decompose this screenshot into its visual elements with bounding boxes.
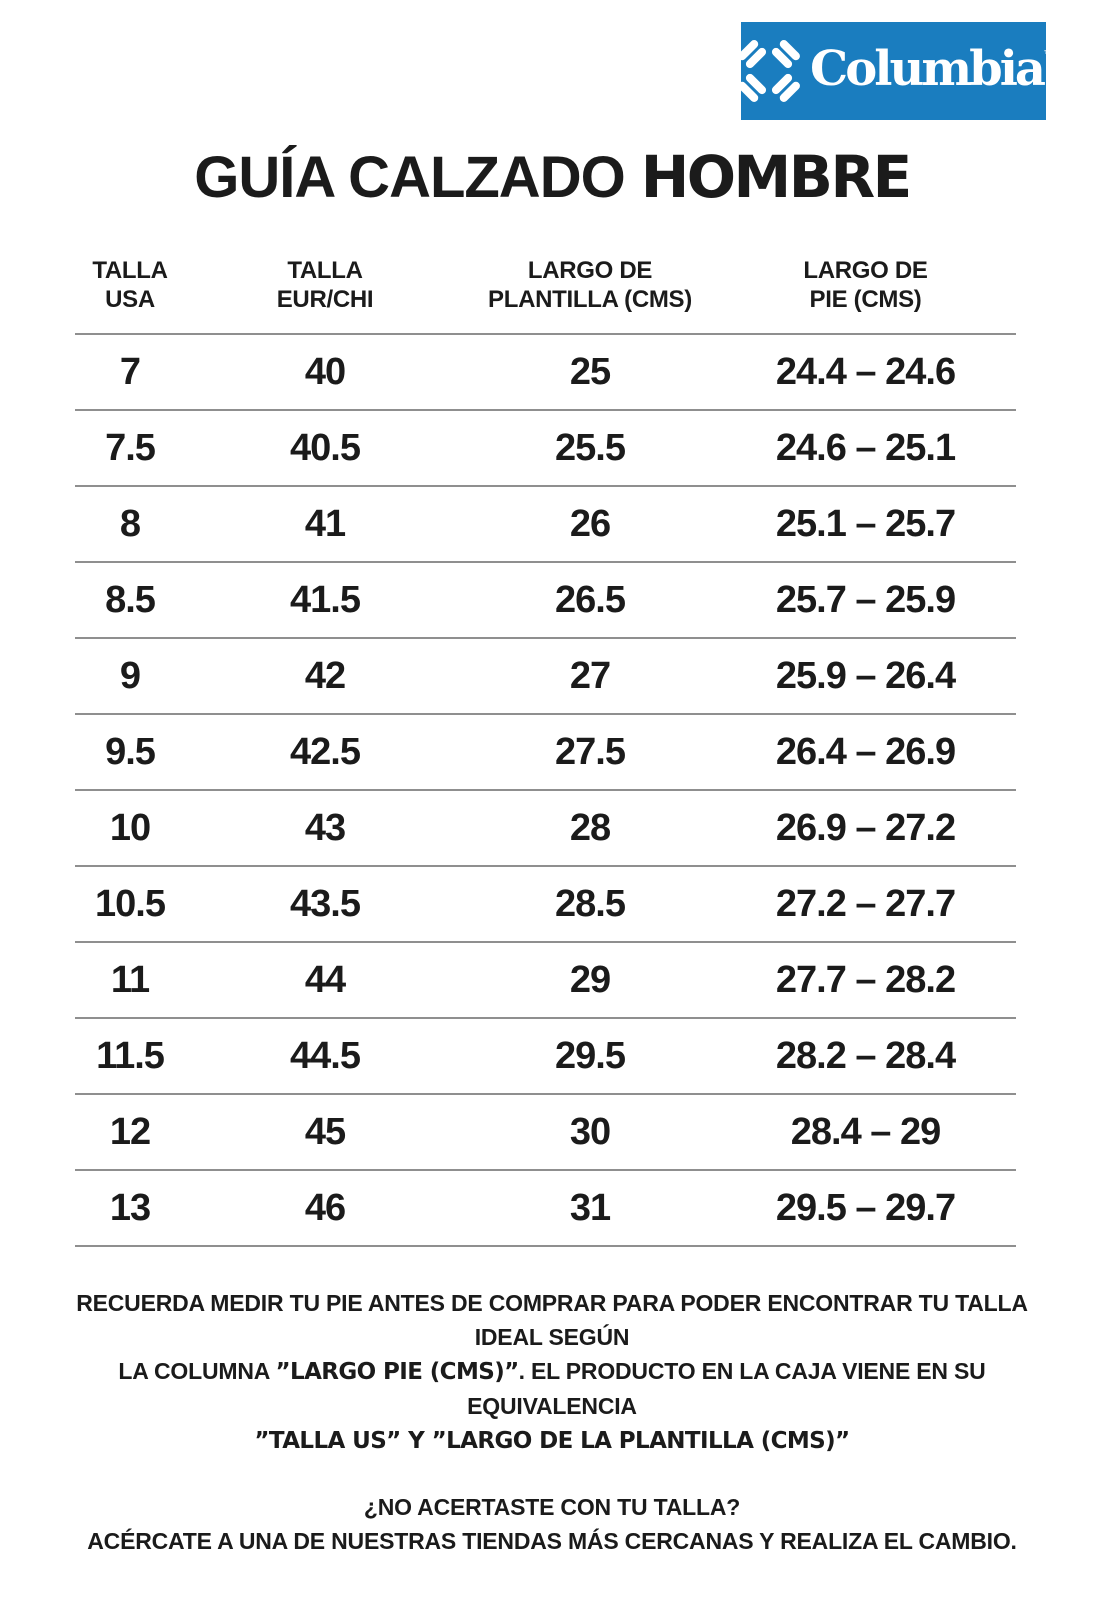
table-cell: 41 [304,502,346,545]
table-row [75,1095,1016,1171]
table-cell: 27.7 – 28.2 [775,958,956,1001]
table-row [75,943,1016,1019]
table-cell: 44.5 [290,1034,360,1077]
note-text: RECUERDA MEDIR TU PIE ANTES DE COMPRAR PARA PODER ENCONTRAR TU TALLA IDEAL SEGÚN [76,1290,1028,1350]
table-row [75,639,1016,715]
table-cell: 11 [110,958,150,1001]
table-cell: 13 [109,1186,151,1229]
table-cell: 8.5 [105,578,155,621]
table-cell: 25.5 [555,426,625,469]
table-cell: 29.5 – 29.7 [775,1186,956,1229]
brand-name: Columbia [809,41,1044,97]
table-cell: 7.5 [105,426,155,469]
table-cell: 31 [569,1186,611,1229]
table-cell: 44 [304,958,346,1001]
table-row [75,1171,1016,1247]
column-header-line2: EUR/CHI [276,286,374,313]
table-cell: 27.5 [555,730,625,773]
size-table [75,250,1016,1247]
table-row [75,335,1016,411]
table-cell: 25.7 – 25.9 [775,578,956,621]
table-row [75,1019,1016,1095]
table-cell: 24.4 – 24.6 [775,350,956,393]
table-cell: 42 [304,654,346,697]
note-emphasis: ”TALLA US” Y ”LARGO DE LA PLANTILLA (CMS)” [254,1428,850,1454]
footer-message [0,1490,1104,1558]
note-text: LA COLUMNA [118,1358,276,1384]
column-header-3 [465,256,715,333]
table-cell: 9.5 [105,730,155,773]
table-cell: 26.5 [555,578,625,621]
trademark-symbol: ™ [1043,48,1056,62]
table-cell: 9 [119,654,141,697]
column-header-line1: LARGO DE [803,257,928,284]
table-cell: 26 [569,502,611,545]
table-cell: 43.5 [290,882,360,925]
table-cell: 24.6 – 25.1 [775,426,956,469]
table-cell: 45 [304,1110,346,1153]
title-regular: GUÍA CALZADO [194,145,625,210]
table-row [75,715,1016,791]
column-header-line2: USA [105,286,155,313]
table-cell: 42.5 [290,730,360,773]
table-cell: 29 [569,958,611,1001]
note-text: . EL PRODUCTO EN LA CAJA VIENE EN SU EQUIVALENCIA [467,1358,986,1419]
footer-question: ¿NO ACERTASTE CON TU TALLA? [363,1494,741,1520]
table-cell: 28.2 – 28.4 [775,1034,956,1077]
column-header-4 [715,256,1016,333]
page-title [0,143,1104,211]
table-cell: 27 [569,654,611,697]
table-cell: 40 [304,350,346,393]
table-cell: 25.1 – 25.7 [775,502,956,545]
table-cell: 7 [119,350,141,393]
column-header-2 [185,256,465,333]
note-emphasis: ”LARGO PIE (CMS)” [275,1359,519,1385]
note-line [52,1286,1052,1354]
table-row [75,411,1016,487]
table-cell: 27.2 – 27.7 [775,882,956,925]
table-cell: 8 [119,502,141,545]
title-bold: HOMBRE [640,143,910,211]
table-cell: 25 [569,350,611,393]
table-cell: 30 [569,1110,611,1153]
column-header-line2: PLANTILLA (CMS) [488,286,692,313]
table-row [75,487,1016,563]
table-cell: 41.5 [290,578,360,621]
column-header-line1: TALLA [287,257,363,284]
column-header-line1: TALLA [92,257,168,284]
table-cell: 26.9 – 27.2 [775,806,956,849]
columbia-logo [741,22,1056,120]
table-cell: 46 [304,1186,346,1229]
column-header-line2: PIE (CMS) [809,286,922,313]
table-cell: 10.5 [95,882,165,925]
note-line [52,1423,1052,1458]
table-body [75,335,1016,1247]
columbia-diamond-icon [732,34,806,108]
table-cell: 28.5 [555,882,625,925]
table-cell: 29.5 [555,1034,625,1077]
table-row [75,867,1016,943]
table-cell: 26.4 – 26.9 [775,730,956,773]
table-cell: 28 [569,806,611,849]
table-cell: 10 [109,806,151,849]
table-cell: 43 [304,806,346,849]
note-line [52,1354,1052,1423]
table-header-row [75,250,1016,335]
footer-instruction: ACÉRCATE A UNA DE NUESTRAS TIENDAS MÁS CERCANAS Y REALIZA EL CAMBIO. [87,1528,1017,1554]
table-cell: 12 [109,1110,151,1153]
table-cell: 40.5 [290,426,360,469]
table-row [75,563,1016,639]
table-cell: 28.4 – 29 [790,1110,941,1153]
brand-wordmark [809,41,1056,97]
measure-note [52,1286,1052,1458]
table-cell: 25.9 – 26.4 [775,654,956,697]
table-cell: 11.5 [96,1034,164,1077]
column-header-1 [75,256,185,333]
table-row [75,791,1016,867]
column-header-line1: LARGO DE [527,257,653,284]
